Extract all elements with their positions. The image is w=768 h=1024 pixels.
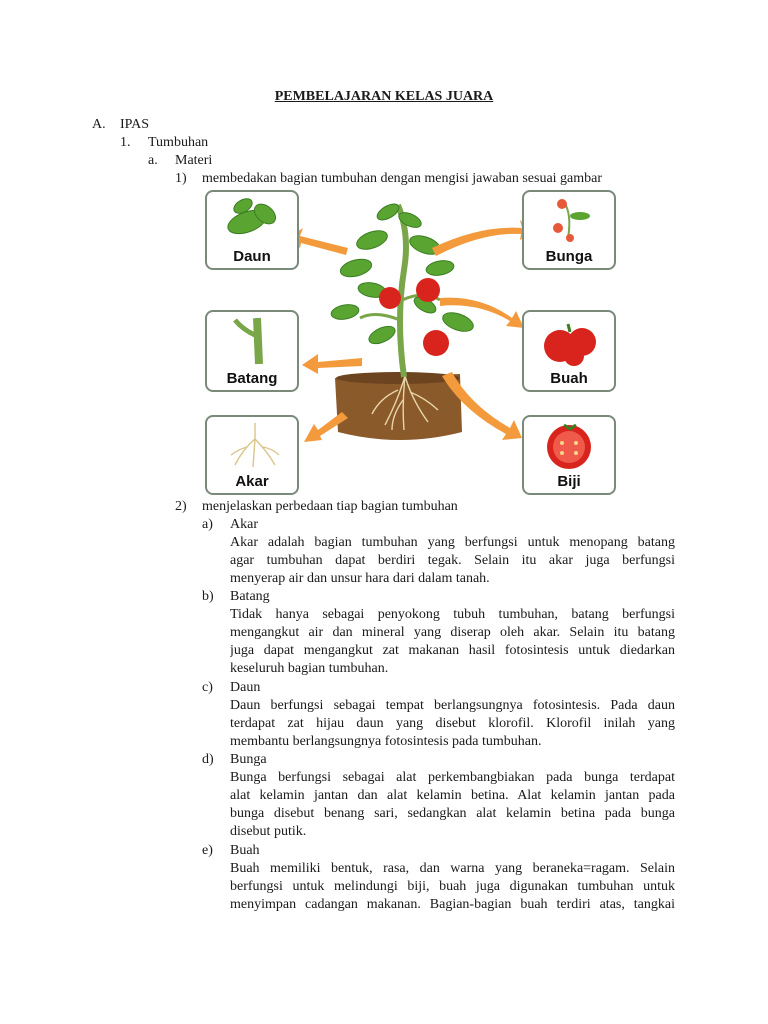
paragraph-line: mengangkut air dan mineral yang diserap oleh akar. Selain itu batang: [230, 625, 675, 641]
paragraph-line: Akar adalah bagian tumbuhan yang berfungsi untuk menopang batang: [230, 535, 675, 550]
card-label: Biji: [557, 473, 581, 490]
part-name: Bunga: [230, 752, 267, 767]
paragraph-line: membantu berlangsungnya fotosintesis pada tumbuhan.: [230, 734, 542, 750]
section-marker: A.: [92, 117, 106, 132]
part-name: Batang: [230, 589, 270, 604]
card-bunga: [522, 190, 616, 270]
paragraph-line: Daun berfungsi sebagai tempat berlangsungnya fotosintesis. Pada daun: [230, 698, 675, 713]
part-description: [230, 769, 675, 841]
paragraph-line: disebut putik.: [230, 824, 307, 840]
part-description: [230, 534, 675, 588]
paragraph-line: keseluruh bagian tumbuhan.: [230, 661, 389, 677]
stem-icon: [207, 314, 297, 368]
seed-icon: [524, 419, 614, 471]
section-label: IPAS: [120, 117, 150, 132]
flower-icon: [524, 194, 614, 246]
part-description: [230, 606, 675, 678]
root-icon: [207, 419, 297, 471]
paragraph-line: menyerap air dan unsur hara dari dalam tanah.: [230, 571, 490, 587]
tomato-icon: [524, 314, 614, 368]
card-label: Akar: [235, 473, 269, 490]
paragraph-line: alat kelamin jantan dan alat kelamin betina. Alat kelamin jantan pada: [230, 788, 675, 804]
part-description: [230, 860, 675, 914]
part-marker: b): [202, 589, 214, 604]
paragraph-line: Bunga berfungsi sebagai alat perkembangbiakan pada bunga terdapat: [230, 770, 675, 785]
card-biji: [522, 415, 616, 495]
paragraph-line: juga dapat mengangkut zat makanan hasil fotosintesis untuk diedarkan: [230, 643, 675, 659]
sub1-label: Tumbuhan: [148, 135, 209, 150]
page-title: PEMBELAJARAN KELAS JUARA: [274, 89, 494, 104]
sub-a-label: Materi: [175, 153, 213, 168]
sub1-marker: 1.: [120, 135, 131, 150]
card-label: Bunga: [545, 248, 593, 265]
paragraph-line: agar tumbuhan dapat berdiri tegak. Selain itu akar juga berfungsi: [230, 553, 675, 569]
part-marker: a): [202, 517, 213, 532]
paragraph-line: Buah memiliki bentuk, rasa, dan warna yang beraneka=ragam. Selain: [230, 861, 675, 876]
card-batang: [205, 310, 299, 392]
part-name: Daun: [230, 680, 261, 695]
card-label: Buah: [550, 370, 588, 387]
paragraph-line: terdapat zat hijau daun yang disebut klorofil. Klorofil inilah yang: [230, 716, 675, 732]
paragraph-line: berfungsi untuk melindungi biji, buah juga digunakan tumbuhan untuk: [230, 879, 675, 895]
item1-marker: 1): [175, 171, 187, 186]
item1-label: membedakan bagian tumbuhan dengan mengisi jawaban sesuai gambar: [202, 171, 603, 186]
sub-a-marker: a.: [148, 153, 158, 168]
card-label: Daun: [233, 248, 271, 265]
card-akar: [205, 415, 299, 495]
item2-label: menjelaskan perbedaan tiap bagian tumbuhan: [202, 499, 458, 514]
part-marker: d): [202, 752, 214, 767]
part-description: [230, 697, 675, 751]
part-marker: e): [202, 843, 213, 858]
card-buah: [522, 310, 616, 392]
paragraph-line: Tidak hanya sebagai penyokong tubuh tumbuhan, batang berfungsi: [230, 607, 675, 622]
card-label: Batang: [226, 370, 278, 387]
paragraph-line: bunga disebut benang sari, sedangkan alat kelamin betina pada bunga: [230, 806, 675, 822]
leaf-icon: [207, 194, 297, 246]
card-daun: [205, 190, 299, 270]
item2-marker: 2): [175, 499, 187, 514]
paragraph-line: menyimpan cadangan makanan. Bagian-bagian buah terdiri atas, tangkai: [230, 897, 675, 913]
part-name: Buah: [230, 843, 260, 858]
part-marker: c): [202, 680, 213, 695]
part-name: Akar: [230, 517, 258, 532]
